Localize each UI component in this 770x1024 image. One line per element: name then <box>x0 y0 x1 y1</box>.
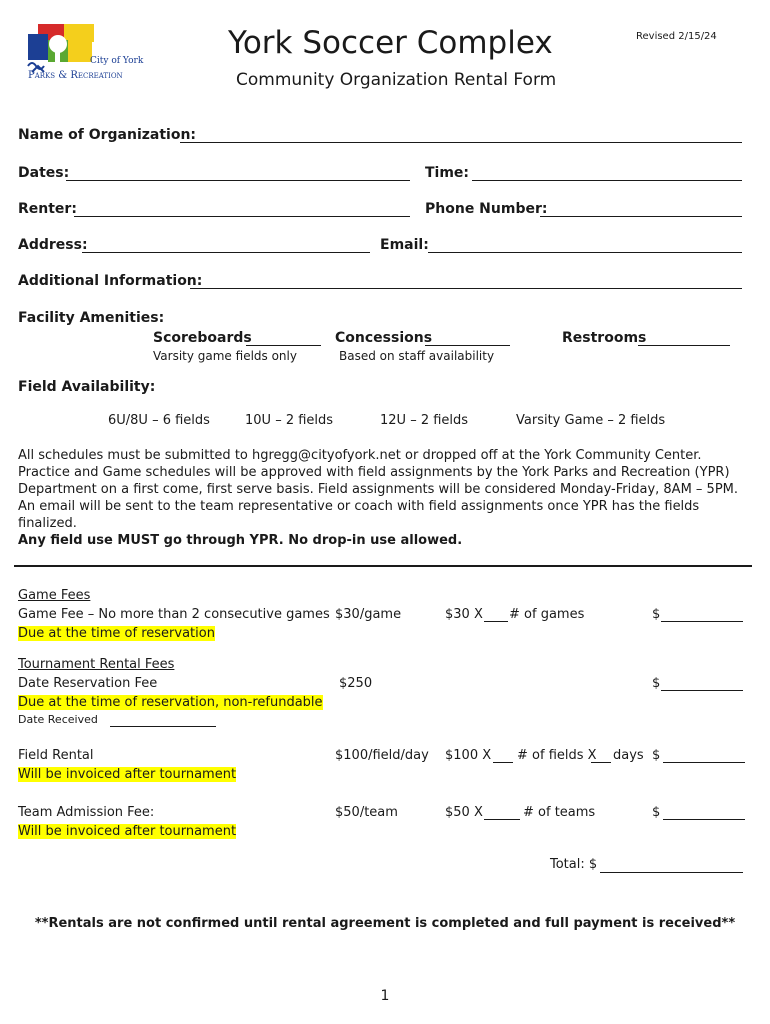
days-count-field[interactable] <box>591 762 611 763</box>
game-fees-heading: Game Fees <box>18 588 91 603</box>
game-fee-rate: $30/game <box>335 607 402 622</box>
team-fee-rate: $50/team <box>335 805 398 820</box>
concessions-label: Concessions <box>335 330 433 346</box>
scoreboards-label: Scoreboards <box>153 330 252 346</box>
date-received-label: Date Received <box>18 713 98 726</box>
additional-info-field[interactable] <box>190 288 742 289</box>
dates-field[interactable] <box>66 180 410 181</box>
dates-label: Dates: <box>18 165 70 181</box>
team-count-field[interactable] <box>484 819 520 820</box>
total-field[interactable] <box>600 872 743 873</box>
additional-info-label: Additional Information: <box>18 273 203 289</box>
team-fee-description: Team Admission Fee: <box>18 805 155 820</box>
team-fee-calc: $50 X <box>445 805 483 820</box>
game-fee-total-field[interactable] <box>661 621 743 622</box>
dollar-sign: $ <box>652 805 661 820</box>
restrooms-label: Restrooms <box>562 330 647 346</box>
logo-parks-text: Parks & Recreation <box>28 70 123 81</box>
game-fee-calc-suffix: # of games <box>509 607 585 622</box>
reservation-fee-rate: $250 <box>339 676 373 691</box>
game-fee-due-note: Due at the time of reservation <box>18 626 215 641</box>
availability-item: 10U – 2 fields <box>245 413 334 428</box>
field-count-field[interactable] <box>493 762 513 763</box>
team-fee-invoice-note: Will be invoiced after tournament <box>18 824 237 839</box>
page-subtitle: Community Organization Rental Form <box>236 70 557 90</box>
field-rental-calc: $100 X <box>445 748 492 763</box>
page-number: 1 <box>380 988 390 1004</box>
phone-field[interactable] <box>540 216 742 217</box>
renter-label: Renter: <box>18 201 77 217</box>
confirmation-notice: **Rentals are not confirmed until rental agreement is completed and full payment is received** <box>34 916 736 931</box>
availability-item: Varsity Game – 2 fields <box>516 413 666 428</box>
availability-heading: Field Availability: <box>18 379 156 395</box>
revision-date: Revised 2/15/24 <box>636 31 717 42</box>
field-rental-rate: $100/field/day <box>335 748 429 763</box>
reservation-fee-total-field[interactable] <box>661 690 743 691</box>
field-rental-calc-days: days <box>613 748 644 763</box>
team-fee-calc-suffix: # of teams <box>523 805 596 820</box>
concessions-note: Based on staff availability <box>339 349 495 363</box>
address-field[interactable] <box>82 252 370 253</box>
game-fee-calc: $30 X <box>445 607 483 622</box>
organization-field[interactable] <box>180 142 742 143</box>
game-count-field[interactable] <box>484 621 508 622</box>
availability-item: 12U – 2 fields <box>380 413 469 428</box>
policy-paragraph: All schedules must be submitted to hgregg@cityofyork.net or dropped off at the York Community Center. Practice and Game schedules will be approved with field assignments by the York Parks and Recreation (YPR) Department on a first come, first serve basis. Field assignments will be considered Monday-Friday, 8AM – 5PM. An email will be sent to the team representative or coach with field assignments once YPR has the fields finalized. <box>18 448 739 531</box>
concessions-field[interactable] <box>425 345 510 346</box>
total-label: Total: $ <box>550 857 598 872</box>
page-title: York Soccer Complex <box>228 25 553 61</box>
availability-item: 6U/8U – 6 fields <box>108 413 210 428</box>
reservation-fee-description: Date Reservation Fee <box>18 676 158 691</box>
reservation-due-note: Due at the time of reservation, non-refundable <box>18 695 323 710</box>
tournament-fees-heading: Tournament Rental Fees <box>18 657 175 672</box>
amenities-heading: Facility Amenities: <box>18 310 165 326</box>
email-field[interactable] <box>428 252 742 253</box>
logo-city-text: City of York <box>90 56 144 66</box>
team-fee-total-field[interactable] <box>663 819 745 820</box>
field-rental-invoice-note: Will be invoiced after tournament <box>18 767 237 782</box>
city-of-york-logo <box>24 22 164 88</box>
date-received-field[interactable] <box>110 726 216 727</box>
field-rental-total-field[interactable] <box>663 762 745 763</box>
phone-label: Phone Number: <box>425 201 548 217</box>
organization-label: Name of Organization: <box>18 127 197 143</box>
email-label: Email: <box>380 237 429 253</box>
game-fee-description: Game Fee – No more than 2 consecutive games <box>18 607 330 622</box>
time-label: Time: <box>425 165 470 181</box>
scoreboards-note: Varsity game fields only <box>153 349 297 363</box>
scoreboards-field[interactable] <box>246 345 321 346</box>
address-label: Address: <box>18 237 88 253</box>
dollar-sign: $ <box>652 607 661 622</box>
restrooms-field[interactable] <box>638 345 730 346</box>
field-rental-calc-fields: # of fields X <box>517 748 597 763</box>
time-field[interactable] <box>472 180 742 181</box>
dollar-sign: $ <box>652 748 661 763</box>
drop-in-notice: Any field use MUST go through YPR. No drop-in use allowed. <box>18 533 463 548</box>
section-divider <box>14 565 752 567</box>
renter-field[interactable] <box>74 216 410 217</box>
dollar-sign: $ <box>652 676 661 691</box>
field-rental-description: Field Rental <box>18 748 94 763</box>
